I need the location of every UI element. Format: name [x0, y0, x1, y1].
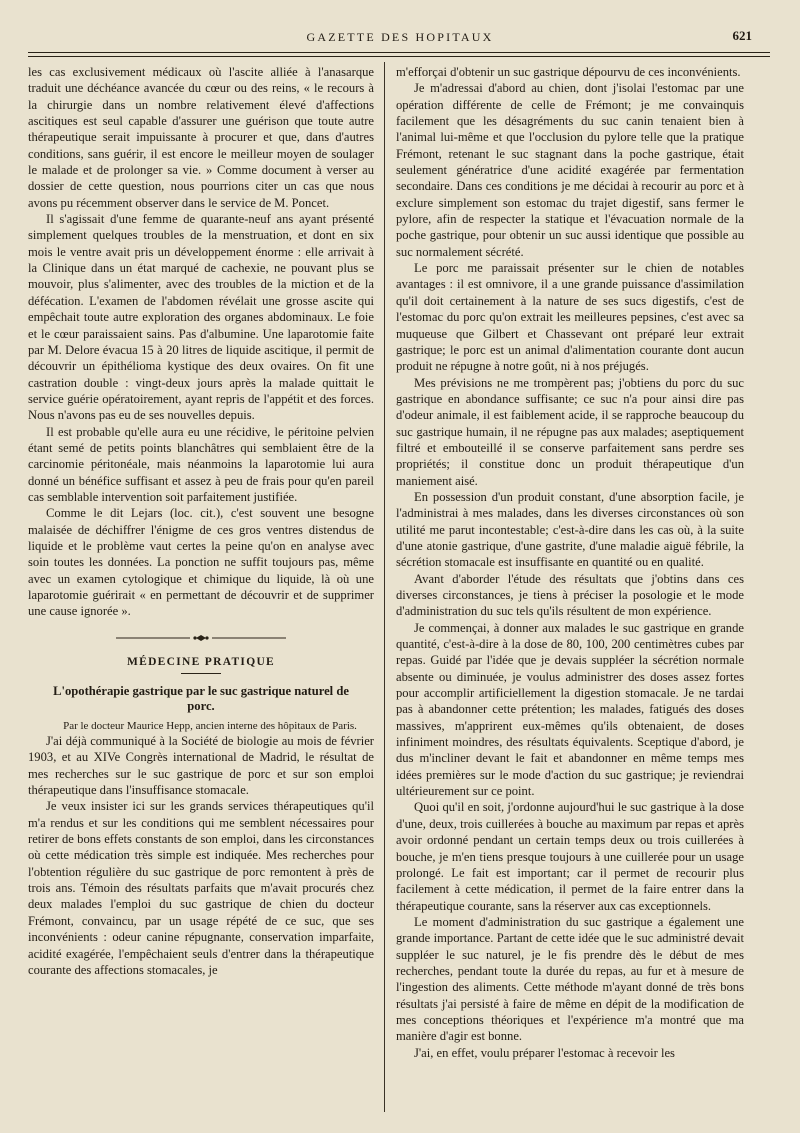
page-header	[0, 28, 800, 52]
body-paragraph: Avant d'aborder l'étude des résultats que j'obtins dans ces diverses circonstances, je tiens à préciser la posologie et le mode d'administration du suc tels qu'ils résultent de mon expérience.	[396, 571, 744, 619]
body-paragraph: Il est probable qu'elle aura eu une récidive, le péritoine pelvien étant semé de petits points blanchâtres qui semblaient être de la carcinomie péritonéale, mais néanmoins la laparotomie lui aura donné un bénéfice suffisant et assez à peu de frais pour qu'en pareil cas semblable intervention soit parfaitement justifiée.	[28, 424, 374, 504]
article-title: L'opothérapie gastrique par le suc gastrique naturel de porc.	[53, 684, 349, 714]
body-paragraph: Le moment d'administration du suc gastrique a également une grande importance. Partant de cette idée que le suc administré devait suppléer le suc naturel, je le fis prendre dès le début de mes recherches, pendant toute la durée du repas, au fur et à mesure de l'ingestion des aliments. Cette méthode m'ayant donné de très bons résultats j'ai persisté à faire de même en dépit de la modification de mes conceptions théoriques et l'expérience m'a montré que ma manière d'agir est bonne.	[396, 914, 744, 1044]
right-column	[396, 64, 744, 1061]
section-separator-ornament	[28, 634, 374, 644]
header-rule-top	[28, 52, 770, 53]
body-paragraph: m'efforçai d'obtenir un suc gastrique dépourvu de ces inconvénients.	[396, 65, 741, 79]
body-paragraph: Comme le dit Lejars (loc. cit.), c'est souvent une besogne malaisée de déchiffrer l'énigme de ces gros ventres distendus de liquide et le problème vaut certes la peine qu'on en analyse avec soin toutes les données. La ponction ne suffit toujours pas, même avec un examen cytologique et chimique du liquide, là où une laparotomie guérirait « en permettant de découvrir et de supprimer une cause ignorée ».	[28, 506, 374, 619]
body-paragraph: En possession d'un produit constant, d'une absorption facile, je l'administrai à mes malades, dans les diverses circonstances où son utilité me parut incontestable; c'est-à-dire dans les cas où, à la suite d'une atonie gastrique, d'une gastrite, d'une maladie aiguë fébrile, la sécrétion stomacale est insuffisante en quantité ou en qualité.	[396, 489, 744, 570]
left-column	[28, 64, 374, 978]
page-number: 621	[732, 28, 752, 43]
body-paragraph: Je commençai, à donner aux malades le suc gastrique en grande quantité, c'est-à-dire à la dose de 80, 100, 200 centimètres cubes par repas. Guidé par l'idée que je devais suppléer la sécrétion normale absente ou diminuée, je voulus administrer des doses assez fortes pour accomplir artificiellement la digestion stomacale. Je ne tardai pas à abandonner cette prétention; les malades, fatigués des doses massives, m'apprirent eux-mêmes qu'ils obtenaient, de doses infiniment moindres, des résultats équivalents. Sceptique d'abord, je dus m'incliner devant le fait et abandonner en même temps mes idées premières sur le mode d'action du suc gastrique; je reviendrai ultérieurement sur ce point.	[396, 620, 744, 799]
body-paragraph: Mes prévisions ne me trompèrent pas; j'obtiens du porc du suc gastrique en abondance suffisante; ce suc n'a pour ainsi dire pas d'odeur animale, il est faiblement acide, il se rapproche beaucoup du suc gastrique humain, il ne répugne pas aux malades; aseptiquement filtré et embouteillé il se conserve parfaitement sans perdre ses propriétés; il constitue donc un produit thérapeutique d'un maniement aisé.	[396, 375, 744, 488]
article-paragraph: Je veux insister ici sur les grands services thérapeutiques qu'il m'a rendus et sur les conditions qui me semblent nécessaires pour retirer de bons effets constants de son emploi, dans les circonstances où cette médication très simple est indiquée. Mes recherches pour l'obtention régulière du suc gastrique de porc remontent à près de trois ans. Témoin des résultats parfaits que m'avait procurés chez deux malades l'emploi du suc gastrique de chien du docteur Frémont, convaincu, par un usage répété de ce suc, que ses inconvénients : odeur canine répugnante, conservation imparfaite, acidité exagérée, l'empêchaient seuls d'entrer dans la thérapeutique courante des affections stomacales, je	[28, 799, 374, 977]
body-paragraph: J'ai, en effet, voulu préparer l'estomac à recevoir les	[414, 1045, 675, 1060]
body-paragraph: Quoi qu'il en soit, j'ordonne aujourd'hui le suc gastrique à la dose d'une, deux, trois cuillerées à bouche au maximum par repas et après avoir ordonné pendant un certain temps deux ou trois cuillerées à bouche, je m'en tiens presque toujours à une cuillerée pour un usage prolongé. Le fait est important; car il permet de recourir plus facilement à cette médication, il permet de la faire entrer dans la thérapeutique courante, sans la réserver aux cas exceptionnels.	[396, 800, 744, 913]
column-divider	[384, 62, 385, 1112]
section-title: MÉDECINE PRATIQUE	[126, 655, 276, 668]
journal-title: GAZETTE DES HOPITAUX	[306, 30, 494, 44]
section-title-rule	[181, 673, 221, 674]
body-paragraph: Le porc me paraissait présenter sur le chien de notables avantages : il est omnivore, il a une grande puissance d'assimilation qu'il doit certainement à la nature de ses sucs digestifs, c'est de l'estomac du porc qu'on extrait les meilleures pepsines, c'est avec sa muqueuse que Gilbert et Chassevant ont préparé leur extrait gastrique; le porc est un animal d'alimentation courante dont aucun produit ne répugne à notre goût, ni à nos préjugés.	[396, 261, 744, 374]
body-paragraph: les cas exclusivement médicaux où l'ascite alliée à l'anasarque traduit une déchéance avancée du cœur ou des reins, « le recours à la chirurgie dans un nombre relativement élevé d'affections ascitiques est seul capable d'assurer une guérison que toute autre thérapeutique serait impuissante à procurer et que, dans d'autres conditions, sans guérir, il est encore le meilleur moyen de soulager le malade et de prolonger sa vie. » Comme document à verser au dossier de cette question, nous pourrions citer un cas que nous avons pu récemment observer dans le service de M. Poncet.	[28, 65, 374, 210]
article-byline: Par le docteur Maurice Hepp, ancien interne des hôpitaux de Paris.	[63, 720, 357, 733]
article-paragraph: J'ai déjà communiqué à la Société de biologie au mois de février 1903, et au XIVe Congrès international de Madrid, le résultat de mes recherches sur le suc gastrique de porc et sur son emploi thérapeutique dans l'insuffisance stomacale.	[28, 734, 374, 798]
body-paragraph: Je m'adressai d'abord au chien, dont j'isolai l'estomac par une opération différente de celle de Frémont; je me convainquis facilement que les désagréments du suc canin tenaient bien à l'animal lui-même et que l'occlusion du pylore telle que la pratique Frémont, retenant le suc stagnant dans la poche gastrique, était seulement génératrice d'une acidité exagérée par fermentation secondaire. Dans ces conditions je me décidai à recourir au porc et à exclure simplement son estomac du trajet digestif, sans fermer le pylore, afin de respecter la statique et l'évacuation normale de la poche gastrique, pour obtenir un suc aussi identique que possible au suc normalement sécrété.	[396, 81, 744, 259]
body-paragraph: Il s'agissait d'une femme de quarante-neuf ans ayant présenté simplement quelques troubles de la menstruation, et dont en six mois le ventre avait pris un développement énorme : elle arrivait à la Clinique dans un état marqué de cachexie, ne pouvant plus se mouvoir, plus s'alimenter, avec des troubles de la miction et de la défécation. L'examen de l'abdomen révélait une grosse ascite qui empêchait toute autre exploration des organes abdominaux. Le foie et le cœur paraissaient sains. Pas d'albumine. Une laparotomie faite par M. Delore évacua 15 à 20 litres de liquide ascitique, il permit de découvrir un épithélioma kystique des deux ovaires. On fit une castration double : vingt-deux jours après la malade quittait le service guérie opératoirement, ayant repris de l'appétit et des forces. Nous n'avons pas eu de ses nouvelles depuis.	[28, 212, 374, 423]
header-rule-bottom	[28, 56, 770, 57]
